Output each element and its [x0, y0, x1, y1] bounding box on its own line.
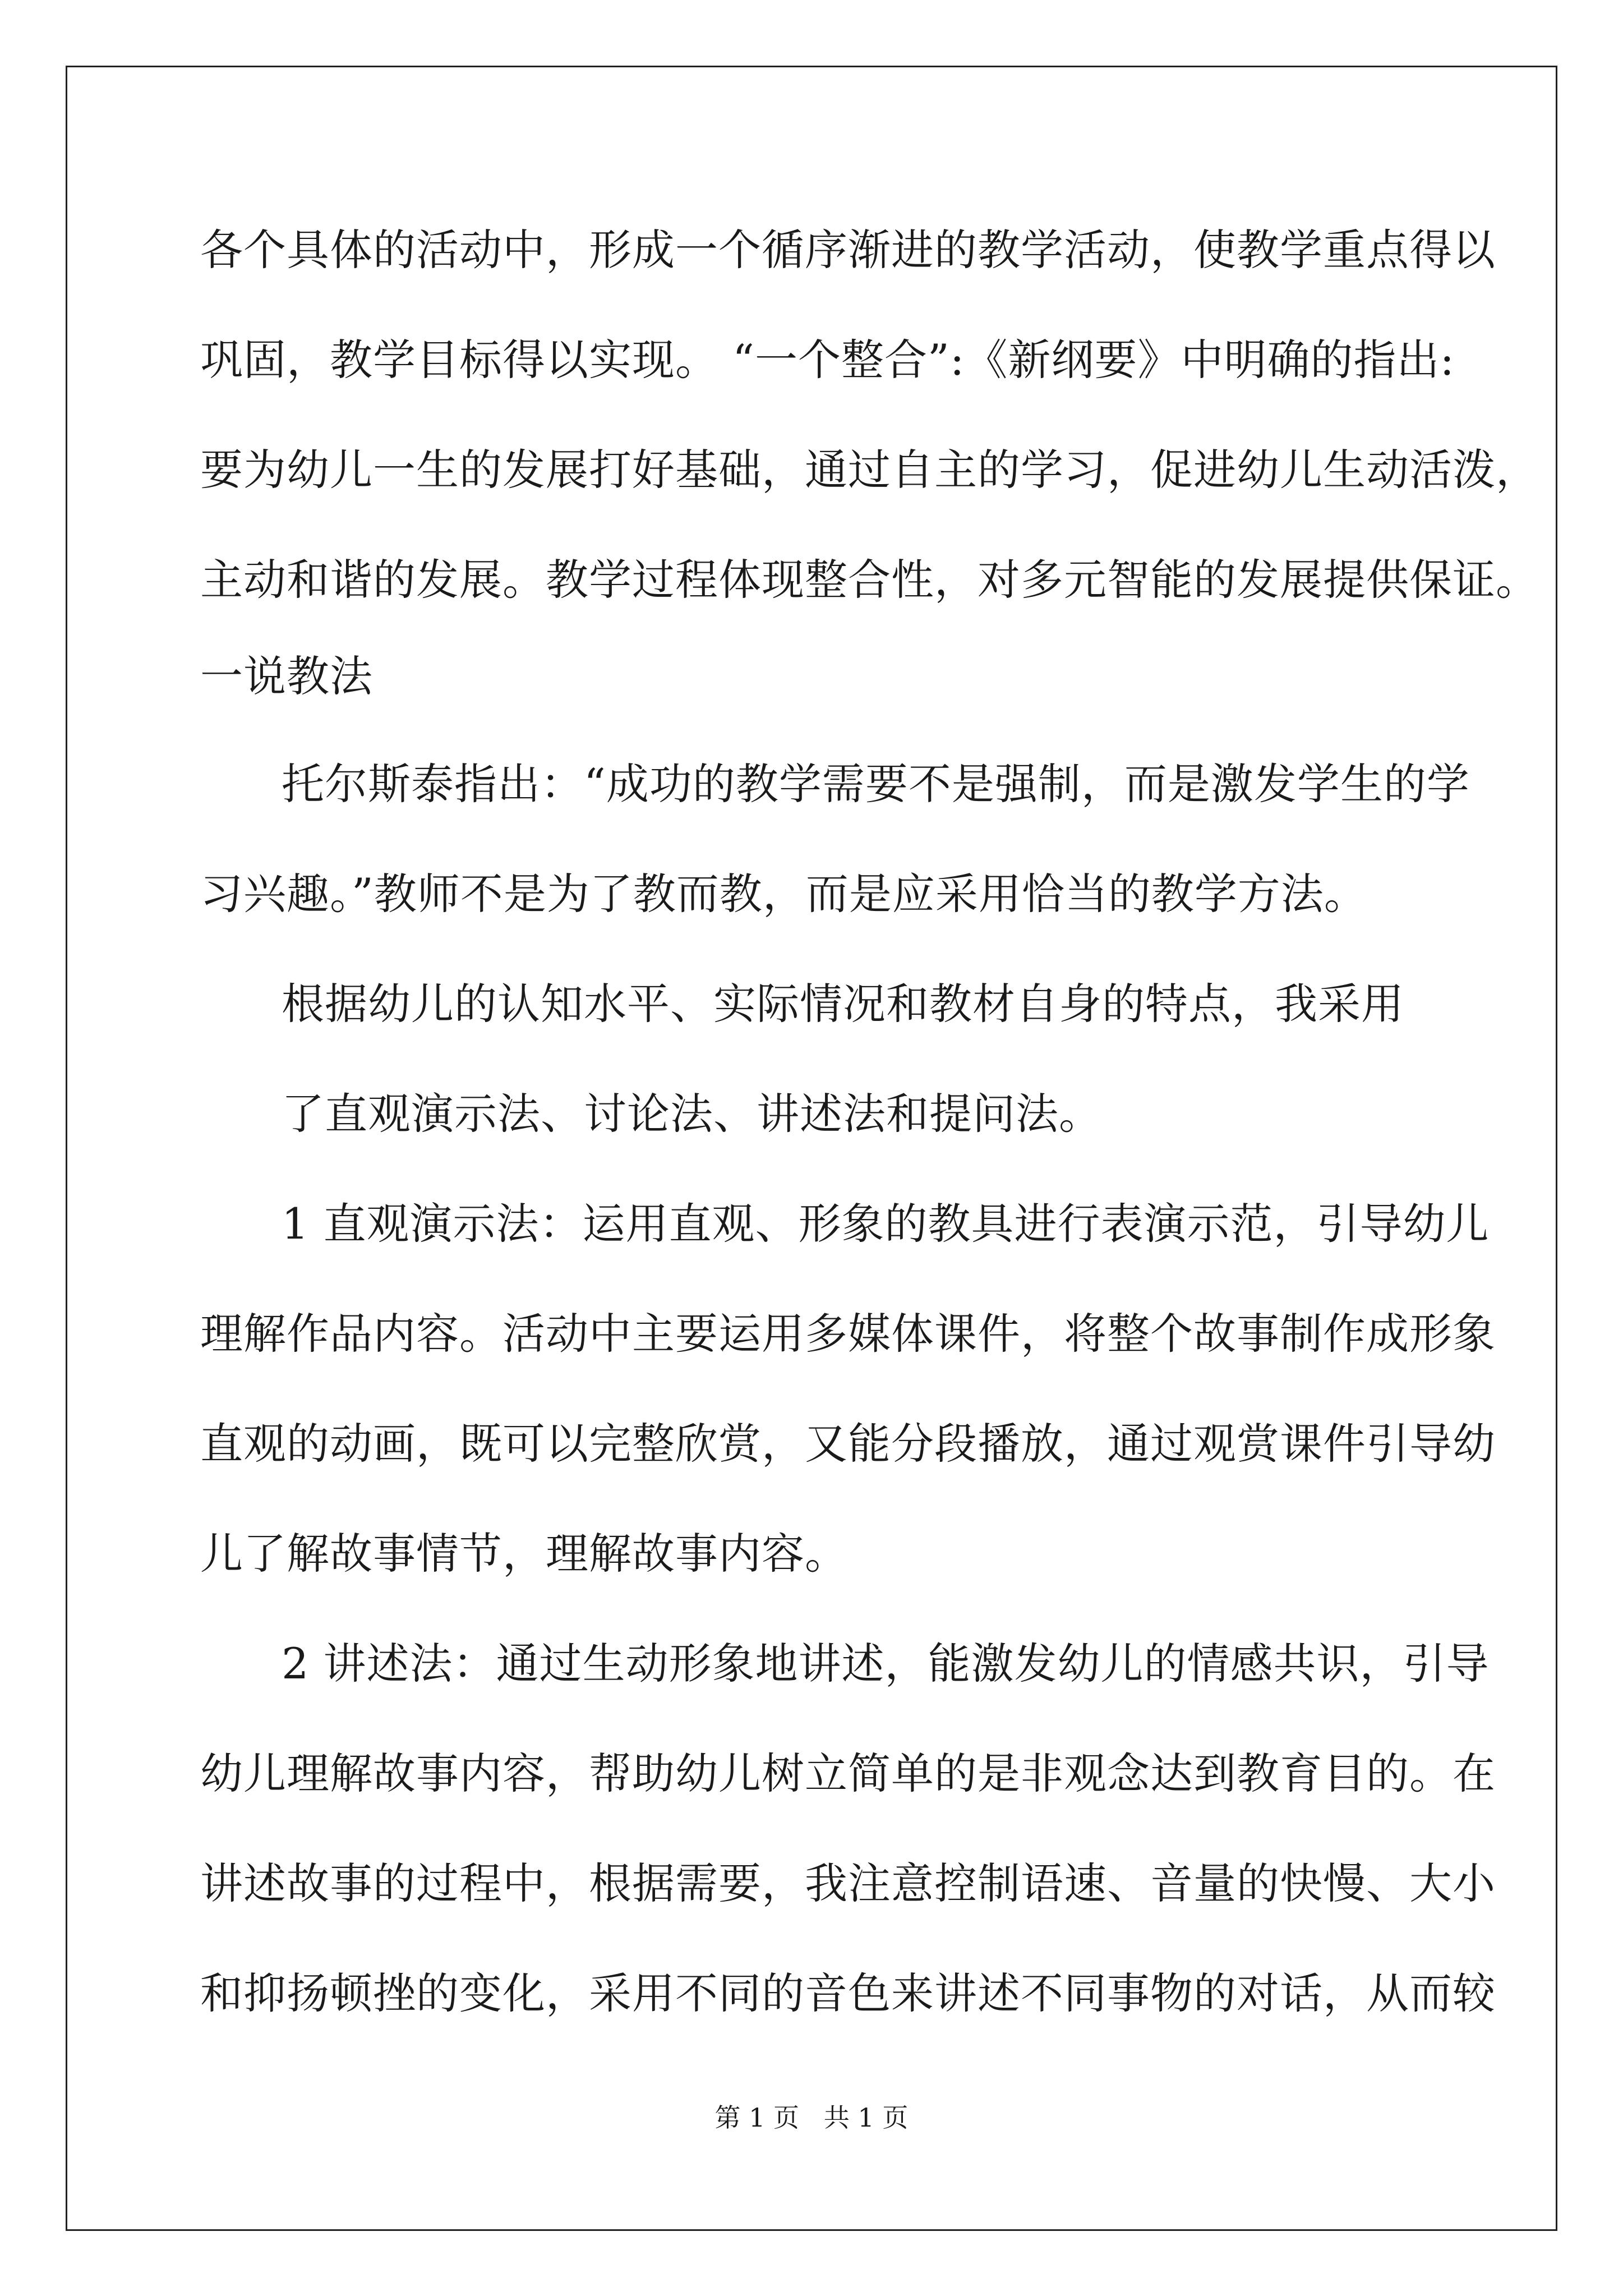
text-line: 要为幼儿一生的发展打好基础，通过自主的学习，促进幼儿生动活泼，	[200, 445, 1539, 495]
text-line: 儿了解故事情节，理解故事内容。	[200, 1529, 848, 1579]
text-line: 幼儿理解故事内容，帮助幼儿树立简单的是非观念达到教育目的。在	[200, 1749, 1496, 1798]
text-line: 主动和谐的发展。教学过程体现整合性，对多元智能的发展提供保证。	[200, 555, 1539, 605]
text-line: 1 直观演示法：运用直观、形象的教具进行表演示范，引导幼儿	[282, 1199, 1490, 1249]
page-footer: 第 1 页 共 1 页	[714, 2102, 909, 2133]
text-line: 讲述故事的过程中，根据需要，我注意控制语速、音量的快慢、大小	[200, 1858, 1496, 1908]
text-line: 和抑扬顿挫的变化，采用不同的音色来讲述不同事物的对话，从而较	[200, 1968, 1496, 2018]
text-line: 各个具体的活动中，形成一个循序渐进的教学活动，使教学重点得以	[200, 225, 1496, 275]
text-line: 直观的动画，既可以完整欣赏，又能分段播放，通过观赏课件引导幼	[200, 1419, 1496, 1469]
text-line: 巩固，教学目标得以实现。 “一个整合”:《新纲要》中明确的指出:	[200, 335, 1455, 385]
text-line: 根据幼儿的认知水平、实际情况和教材自身的特点，我采用	[282, 979, 1404, 1029]
text-line: 理解作品内容。活动中主要运用多媒体课件，将整个故事制作成形象	[200, 1309, 1496, 1359]
text-line: 了直观演示法、讨论法、讲述法和提问法。	[282, 1089, 1102, 1139]
text-line: 习兴趣。”教师不是为了教而教，而是应采用恰当的教学方法。	[200, 869, 1367, 919]
text-line: 2 讲述法：通过生动形象地讲述，能激发幼儿的情感共识，引导	[282, 1639, 1490, 1688]
text-line: 托尔斯泰指出：“成功的教学需要不是强制，而是激发学生的学	[282, 759, 1470, 809]
section-heading: 一说教法	[200, 651, 373, 701]
